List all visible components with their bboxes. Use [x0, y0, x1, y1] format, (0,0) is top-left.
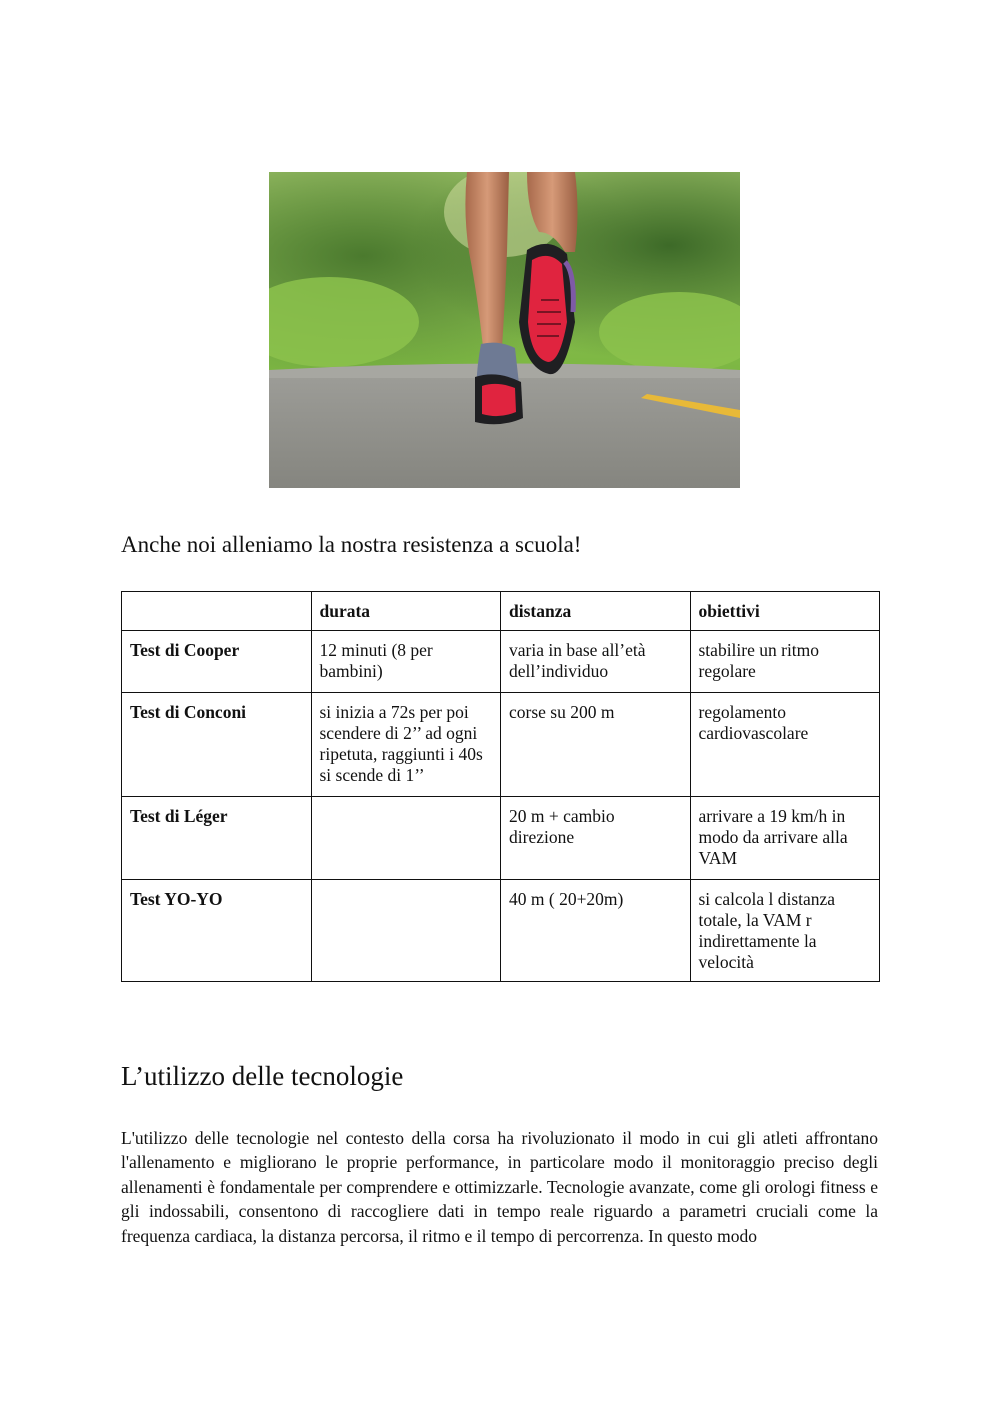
row-name-cell: Test di Cooper — [122, 631, 312, 693]
section-paragraph: L'utilizzo delle tecnologie nel contesto della corsa ha rivoluzionato il modo in cui gli atleti affrontano l'allenamento e migliorano le proprie performance, in particolare modo il monitoraggio preciso degli allenamenti è fondamentale per comprendere e ottimizzarle. Tecnologie avanzate, come gli orologi fitness e gli indossabili, consentono di raccogliere dati in tempo reale riguardo a parametri cruciali come la frequenza cardiaca, la distanza percorsa, il ritmo e il tempo di percorrenza. In questo modo — [121, 1128, 878, 1246]
row-name-cell: Test di Conconi — [122, 693, 312, 797]
fitness-tests-table — [121, 591, 880, 982]
durata-cell: 12 minuti (8 per bambini) — [311, 631, 501, 693]
obiettivi-cell: stabilire un ritmo regolare — [690, 631, 880, 693]
distanza-cell: varia in base all’età dell’individuo — [501, 631, 691, 693]
intro-text: Anche noi alleniamo la nostra resistenza a scuola! — [121, 532, 582, 557]
obiettivi-cell: arrivare a 19 km/h in modo da arrivare alla VAM — [690, 797, 880, 880]
runner-photo — [269, 172, 740, 488]
distanza-cell: corse su 200 m — [501, 693, 691, 797]
distanza-cell: 40 m ( 20+20m) — [501, 880, 691, 982]
obiettivi-cell: si calcola l distanza totale, la VAM r indirettamente la velocità — [690, 880, 880, 982]
distanza-cell: 20 m + cambio direzione — [501, 797, 691, 880]
header-cell-distanza: distanza — [501, 592, 691, 631]
header-cell-obiettivi: obiettivi — [690, 592, 880, 631]
row-name-cell: Test YO-YO — [122, 880, 312, 982]
durata-cell: si inizia a 72s per poi scendere di 2’’ ad ogni ripetuta, raggiunti i 40s si scende di 1’’ — [311, 693, 501, 797]
row-name-cell: Test di Léger — [122, 797, 312, 880]
durata-cell — [311, 797, 501, 880]
table-row — [122, 797, 880, 880]
table-header-row — [122, 592, 880, 631]
header-cell-empty — [122, 592, 312, 631]
table-row — [122, 631, 880, 693]
obiettivi-cell: regolamento cardiovascolare — [690, 693, 880, 797]
durata-cell — [311, 880, 501, 982]
table-row — [122, 880, 880, 982]
header-cell-durata: durata — [311, 592, 501, 631]
table-row — [122, 693, 880, 797]
section-title: L’utilizzo delle tecnologie — [121, 1061, 404, 1091]
